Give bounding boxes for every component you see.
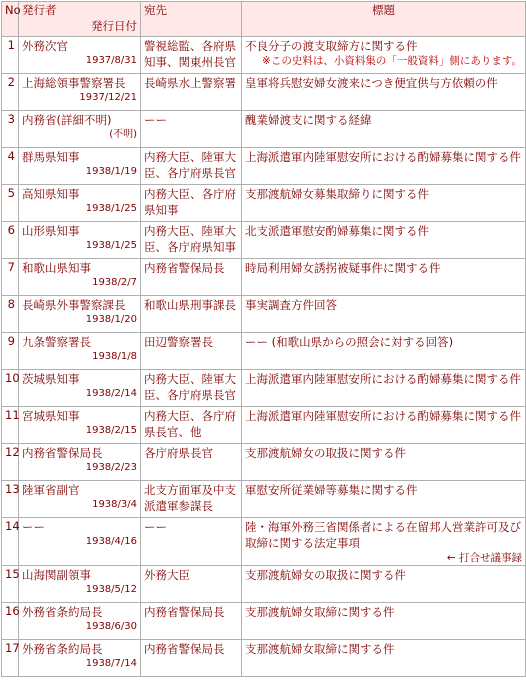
row-publisher-cell [19,333,141,370]
row-title-cell [242,481,526,518]
row-issued-date: 1938/5/12 [85,584,137,595]
row-recipient: 内務省警保局長 [144,605,225,619]
row-recipient: ーー [144,520,167,534]
row-no: 16 [2,603,19,640]
row-issued-date: 1938/2/23 [85,462,137,473]
row-no: 4 [2,148,19,185]
row-title-cell [242,444,526,481]
row-recipient: 各庁府県長官 [144,446,213,460]
row-title: ーー (和歌山県からの照会に対する回答) [245,335,454,349]
row-recipient: 内務大臣、陸軍大臣、各庁府県長官 [144,150,236,180]
header-title: 標題 [242,2,526,37]
row-publisher-cell [19,148,141,185]
table-row [2,148,526,185]
row-no: 11 [2,407,19,444]
row-title: 支那渡航婦女募集取締りに関する件 [245,187,429,201]
row-recipient: ーー [144,113,167,127]
row-issued-date: 1938/3/4 [92,499,137,510]
row-recipient-cell [141,518,242,566]
row-publisher-cell [19,370,141,407]
row-no: 2 [2,74,19,111]
row-publisher-cell [19,444,141,481]
row-title-cell [242,566,526,603]
row-publisher: 内務省(詳細不明) [22,113,112,127]
row-title: 醜業婦渡支に関する経緯 [245,113,372,127]
row-issued-date: 1938/7/14 [85,658,137,669]
row-title-cell [242,333,526,370]
row-publisher: 外務省条約局長 [22,605,103,619]
row-recipient: 長崎県水上警察署 [144,76,236,90]
row-title: 上海派遣軍内陸軍慰安所における酌婦募集に関する件 [245,409,521,423]
row-no: 8 [2,296,19,333]
row-issued-date: 1938/1/25 [85,203,137,214]
row-title: 上海派遣軍内陸軍慰安所における酌婦募集に関する件 [245,372,521,386]
row-no: 7 [2,259,19,296]
row-publisher-cell [19,37,141,74]
header-no: No [2,2,19,37]
table-row [2,407,526,444]
row-recipient: 警視総監、各府県知事、関東州長官 [144,39,236,69]
row-no: 3 [2,111,19,148]
row-title-cell [242,185,526,222]
row-title: 支那渡航婦女の取扱に関する件 [245,446,406,460]
row-issued-date: 1937/12/21 [79,92,137,103]
row-recipient: 内務省警保局長 [144,261,225,275]
row-note: ※この史料は、小資料集の「一般資料」側にあります。 [262,55,522,67]
header-recipient: 宛先 [141,2,242,37]
row-title: 支那渡航婦女取締に関する件 [245,642,395,656]
row-publisher-cell [19,518,141,566]
row-recipient-cell [141,481,242,518]
row-publisher: 群馬県知事 [22,150,80,164]
row-issued-date: 1938/2/7 [92,277,137,288]
row-no: 9 [2,333,19,370]
row-publisher: 陸軍省副官 [22,483,80,497]
row-title-cell [242,603,526,640]
row-publisher-cell [19,259,141,296]
row-publisher-cell [19,111,141,148]
row-publisher: 宮城県知事 [22,409,80,423]
row-recipient-cell [141,185,242,222]
header-publisher-cell [19,2,141,37]
row-recipient-cell [141,74,242,111]
table-row [2,259,526,296]
row-issued-date: 1938/2/15 [85,425,137,436]
table-row [2,640,526,677]
table-row [2,37,526,74]
table-row [2,185,526,222]
row-publisher: 山形県知事 [22,224,80,238]
row-no: 14 [2,518,19,566]
row-title: 上海派遣軍内陸軍慰安所における酌婦募集に関する件 [245,150,521,164]
table-row [2,518,526,566]
row-recipient: 内務大臣、陸軍大臣、各庁府県長官 [144,372,236,402]
table-row [2,566,526,603]
row-no: 1 [2,37,19,74]
row-title-cell [242,518,526,566]
row-publisher-cell [19,481,141,518]
row-issued-date: 1938/1/20 [85,314,137,325]
row-recipient: 北支方面軍及中支派遣軍参謀長 [144,483,236,513]
table-row [2,222,526,259]
row-publisher: 外務次官 [22,39,68,53]
row-publisher: 長崎県外事警察課長 [22,298,126,312]
row-no: 15 [2,566,19,603]
row-issued-date: 1938/1/25 [85,240,137,251]
table-row [2,444,526,481]
row-publisher-cell [19,222,141,259]
row-no: 6 [2,222,19,259]
row-recipient-cell [141,111,242,148]
row-publisher-cell [19,185,141,222]
row-recipient: 内務大臣、各庁府県長官、他 [144,409,236,439]
row-recipient-cell [141,370,242,407]
row-recipient-cell [141,333,242,370]
row-title-cell [242,296,526,333]
row-issued-date: 1938/6/30 [85,621,137,632]
row-recipient: 内務大臣、陸軍大臣、各庁府県知事 [144,224,236,254]
row-recipient: 田辺警察署長 [144,335,213,349]
row-issued-date: 1937/8/31 [85,55,137,66]
row-recipient-cell [141,640,242,677]
header-publisher: 発行者 [22,3,57,17]
row-issued-date: 1938/1/19 [85,166,137,177]
row-title: 陸・海軍外務三省関係者による在留邦人営業許可及び取締に関する法定事項 [245,520,521,550]
row-publisher: 高知県知事 [22,187,80,201]
row-title: 軍慰安所従業婦等募集に関する件 [245,483,418,497]
row-publisher: 上海総領事警察署長 [22,76,126,90]
row-publisher-cell [19,603,141,640]
row-note: ← 打合せ議事録 [446,552,522,564]
row-title-cell [242,640,526,677]
header-issued-date: 発行日付 [91,19,137,33]
row-recipient-cell [141,566,242,603]
row-no: 17 [2,640,19,677]
row-publisher-cell [19,640,141,677]
row-recipient-cell [141,407,242,444]
row-publisher: 山海関副領事 [22,568,91,582]
row-recipient-cell [141,37,242,74]
row-title: 不良分子の渡支取締方に関する件 [245,39,418,53]
row-title: 皇軍将兵慰安婦女渡来につき便宜供与方依頼の件 [245,76,498,90]
row-issued-date: 1938/1/8 [92,351,137,362]
row-title: 支那渡航婦女取締に関する件 [245,605,395,619]
row-title: 支那渡航婦女の取扱に関する件 [245,568,406,582]
table-row [2,111,526,148]
row-recipient-cell [141,296,242,333]
row-title: 事実調査方件回答 [245,298,337,312]
table-row [2,74,526,111]
row-publisher: 和歌山県知事 [22,261,91,275]
table-row [2,333,526,370]
row-recipient-cell [141,259,242,296]
row-recipient-cell [141,148,242,185]
row-title-cell [242,222,526,259]
table-row [2,481,526,518]
row-title-cell [242,74,526,111]
row-title: 北支派遣軍慰安酌婦募集に関する件 [245,224,429,238]
row-title-cell [242,148,526,185]
row-publisher: 外務省条約局長 [22,642,103,656]
table-row [2,296,526,333]
table-header-row [2,2,526,37]
row-no: 10 [2,370,19,407]
row-title: 時局利用婦女誘拐被疑事件に関する件 [245,261,441,275]
row-publisher-cell [19,407,141,444]
row-publisher-cell [19,74,141,111]
row-title-cell [242,259,526,296]
table-row [2,370,526,407]
row-recipient-cell [141,444,242,481]
row-recipient-cell [141,222,242,259]
row-publisher-cell [19,566,141,603]
row-issued-date: 1938/4/16 [85,536,137,547]
row-publisher: 茨城県知事 [22,372,80,386]
row-recipient: 外務大臣 [144,568,190,582]
row-recipient: 内務省警保局長 [144,642,225,656]
row-publisher: 内務省警保局長 [22,446,103,460]
row-title-cell [242,111,526,148]
row-issued-date: (不明) [109,129,137,140]
row-issued-date: 1938/2/14 [85,388,137,399]
document-list-table [1,1,526,677]
row-publisher: 九条警察署長 [22,335,91,349]
row-no: 13 [2,481,19,518]
row-recipient-cell [141,603,242,640]
table-row [2,603,526,640]
row-no: 5 [2,185,19,222]
row-recipient: 和歌山県刑事課長 [144,298,236,312]
row-title-cell [242,37,526,74]
row-recipient: 内務大臣、各庁府県知事 [144,187,236,217]
row-no: 12 [2,444,19,481]
row-title-cell [242,407,526,444]
row-title-cell [242,370,526,407]
row-publisher-cell [19,296,141,333]
row-publisher: ーー [22,520,45,534]
